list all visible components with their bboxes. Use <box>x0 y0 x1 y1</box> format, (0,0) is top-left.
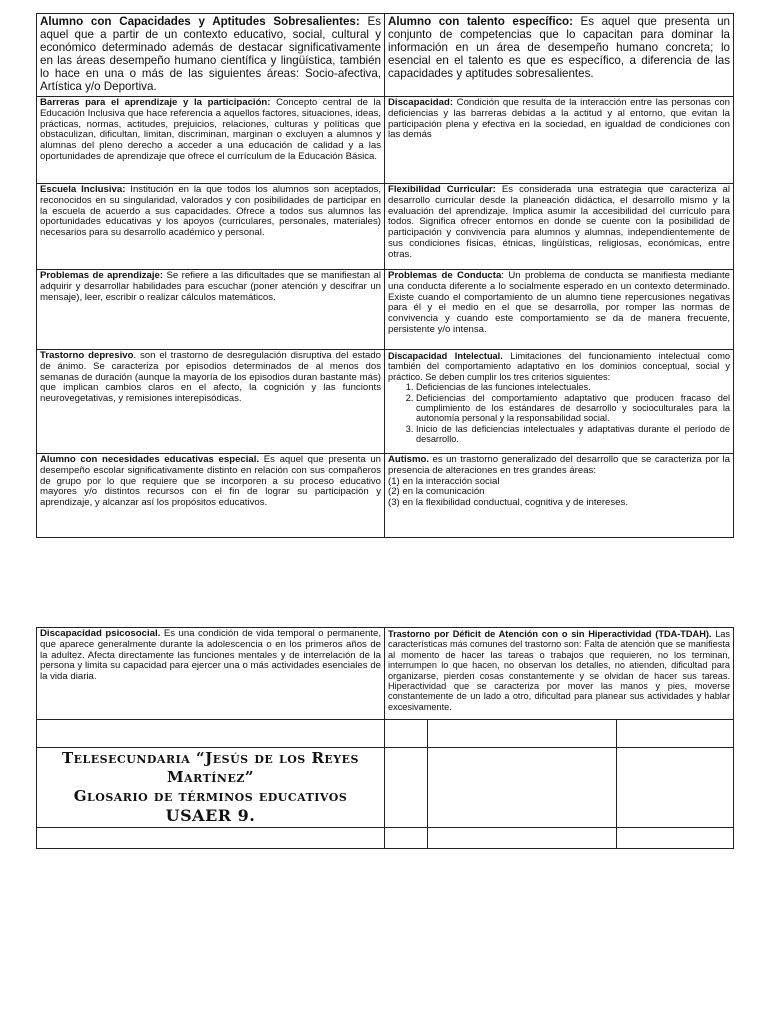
empty-cell <box>385 828 428 849</box>
glossary-entry-escuela-inclusiva <box>37 184 385 270</box>
usaer-label: USAER 9. <box>165 805 256 825</box>
glossary-row <box>37 184 734 270</box>
term-definition: Limitaciones del funcionamiento intelectual como también del comportamiento adaptativo en los dominios conceptual, social y práctico. Se deben cumplir los tres criterios siguientes: <box>388 351 730 382</box>
term-label: Flexibilidad Curricular: <box>388 184 496 195</box>
term-definition: Institución en la que todos los alumnos son aceptados, reconocidos en su singularidad, valorados y con posibilidades de participar en la escuela de acuerdo a sus capacidades. Ofrece a todos sus alumnos las oportunidades educativas y los apoyos (curriculares, personales, materiales) necesarios para su desarrollo académico y personal. <box>40 184 382 239</box>
glossary-table <box>36 13 734 538</box>
term-label: Alumno con Capacidades y Aptitudes Sobresalientes: <box>40 15 360 28</box>
glossary-table-continued <box>36 627 734 849</box>
empty-cell <box>37 720 385 748</box>
term-label: Problemas de Conducta <box>388 270 502 281</box>
empty-row <box>37 720 734 748</box>
term-definition: es un trastorno generalizado del desarrollo que se caracteriza por la presencia de alteraciones en tres grandes áreas: <box>388 454 730 476</box>
glossary-entry-alumno-talento-especifico <box>385 14 734 97</box>
empty-cell <box>385 720 428 748</box>
document-title-block <box>37 748 385 828</box>
term-label: Barreras para el aprendizaje y la participación: <box>40 97 271 108</box>
autism-area-item: (1) en la interacción social <box>388 475 500 487</box>
term-label: Problemas de aprendizaje: <box>40 270 164 281</box>
term-definition: Es aquel que presenta un desempeño escolar significativamente distinto en relación con sus compañeros de grupo por lo que requiere que se incorporen a su proceso educativo mayores y/o distintos recursos con el fin de lograr su participación y aprendizaje, y alcanzar así los propósitos educativos. <box>40 454 381 509</box>
glossary-entry-problemas-conducta <box>385 270 734 350</box>
term-definition: : Un problema de conducta se manifiesta mediante una conducta diferente a lo socialmente esperado en un contexto determinado. Existe cuando el comportamiento de un alumno tiene repercusiones negativas para él y el medio en el que se desarrolla, por romper las normas de convivencia y cuando este comportamiento se da de manera frecuente, persistente y/o intensa. <box>388 270 730 336</box>
glossary-row <box>37 628 734 720</box>
title-row <box>37 748 734 828</box>
term-definition: Las características más comunes del trastorno son: Falta de atención que se manifiesta al momento de hacer las tareas o trabajos que requieren, no los terminan, interrumpen lo que hacen, no observan los detalles, no atienden, dificultad para organizarse, pierden cosas constantemente y se olvidan de hacer sus tareas. Hiperactividad que se caracteriza por mover las manos y pies, moverse constantemente de un lado a otro, dificultad para planear sus actividades y hablar excesivamente. <box>388 629 731 712</box>
term-label: Autismo. <box>388 454 430 465</box>
glossary-entry-tda-tdah <box>385 628 734 720</box>
term-definition: Concepto central de la Educación Inclusiva que hace referencia a aquellos factores, situaciones, ideas, prácticas, normas, actitudes, prejuicios, relaciones, culturas y políticas que obstaculizan, dificultan, limitan, discriminan, marginan o excluyen a alumnos y alumnas del pleno derecho a acceder a una educación de calidad y a las oportunidades de aprendizaje que ofrece el currículum de la Educación Básica. <box>40 97 381 163</box>
empty-cell <box>617 748 734 828</box>
term-label: Alumno con talento específico: <box>388 15 573 28</box>
autism-area-item: (3) en la flexibilidad conductual, cognitiva y de intereses. <box>388 497 628 509</box>
glossary-entry-alumno-capacidades-sobresalientes <box>37 14 385 97</box>
term-definition: Es aquel que presenta un conjunto de competencias que lo capacitan para dominar la información en un área de desempeño humano concreta; lo esencial en el talento es que es específico, a diferencia de las capacidades y aptitudes sobresalientes. <box>388 15 730 81</box>
term-definition: Es una condición de vida temporal o permanente, que aparece generalmente durante la adolescencia o en los primeros años de la adultez. Afecta directamente las funciones mentales y de interrelación de la persona y limita su capacidad para ejercer una o más actividades esenciales de la vida diaria. <box>40 628 381 683</box>
criteria-item: 2. Deficiencias del comportamiento adaptativo que producen fracaso del cumplimiento de los estándares de desarrollo y socioculturales para la autonomía personal y la responsabilidad social. <box>416 393 730 424</box>
term-label: Alumno con necesidades educativas especial. <box>40 454 260 465</box>
glossary-entry-necesidades-educativas-especiales <box>37 454 385 538</box>
glossary-entry-discapacidad <box>385 97 734 184</box>
term-label: Escuela Inclusiva: <box>40 184 126 195</box>
glossary-entry-discapacidad-intelectual <box>385 350 734 454</box>
term-label: Trastorno por Déficit de Atención con o sin Hiperactividad (TDA-TDAH). <box>388 629 712 639</box>
glossary-row <box>37 14 734 97</box>
term-definition: Condición que resulta de la interacción entre las personas con deficiencias y las barreras debidas a la actitud y al entorno, que evitan la participación plena y efectiva en la sociedad, en igualdad de condiciones con las demás <box>388 97 730 141</box>
empty-cell <box>385 748 428 828</box>
autism-area-item: (2) en la comunicación <box>388 486 485 498</box>
term-label: Discapacidad: <box>388 97 454 108</box>
glossary-entry-flexibilidad-curricular <box>385 184 734 270</box>
glossary-row <box>37 270 734 350</box>
glossary-entry-discapacidad-psicosocial <box>37 628 385 720</box>
term-definition: Es considerada una estrategia que caracteriza al desarrollo curricular desde la planeación didáctica, el desarrollo mismo y la evaluación del aprendizaje. Implica asumir la accesibilidad del currículo para todos. Significa ofrecer entornos en donde se cuente con la posibilidad de participación y convivencia para alumnos y alumnas, independientemente de sus condiciones físicas, étnicas, lingüísticas, religiosas, económicas, entre otras. <box>388 184 730 260</box>
empty-cell <box>428 748 617 828</box>
glossary-entry-barreras-aprendizaje <box>37 97 385 184</box>
term-definition: Se refiere a las dificultades que se manifiestan al adquirir y desarrollar habilidades para escuchar (poner atención y descifrar un mensaje), leer, escribir o realizar cálculos matemáticos. <box>40 270 381 303</box>
glossary-title: Glosario de términos educativos <box>73 786 348 805</box>
empty-cell <box>617 720 734 748</box>
criteria-list <box>388 382 730 444</box>
term-label: Discapacidad Intelectual. <box>388 351 503 361</box>
empty-cell <box>37 828 385 849</box>
criteria-item: 3. Inicio de las deficiencias intelectuales y adaptativas durante el período de desarrollo. <box>416 424 730 445</box>
criteria-item: 1. Deficiencias de las funciones intelectuales. <box>416 382 730 392</box>
glossary-row <box>37 454 734 538</box>
term-label: Trastorno depresivo <box>40 350 134 361</box>
glossary-row <box>37 350 734 454</box>
empty-cell <box>428 828 617 849</box>
empty-row <box>37 828 734 849</box>
glossary-entry-problemas-aprendizaje <box>37 270 385 350</box>
empty-cell <box>617 828 734 849</box>
glossary-entry-trastorno-depresivo <box>37 350 385 454</box>
glossary-entry-autismo <box>385 454 734 538</box>
term-label: Discapacidad psicosocial. <box>40 628 161 639</box>
term-definition: Es aquel que a partir de un contexto educativo, social, cultural y económico determinado además de destacar significativamente en las áreas desempeño humano científica y lingüística, también lo hace en una o más de las siguientes áreas: Socio-afectiva, Artística y/o Deportiva. <box>40 15 381 94</box>
glossary-row <box>37 97 734 184</box>
term-definition: . son el trastorno de desregulación disruptiva del estado de ánimo. Se caracteriza por episodios determinados de al menos dos semanas de duración (aunque la mayoría de los episodios duran bastante más) que implican cambios claros en el afecto, la cognición y las funcionts neurovegetativas, y remisiones interepisódicas. <box>40 350 382 405</box>
school-name: Telesecundaria “Jesús de los Reyes Martínez” <box>62 749 359 787</box>
empty-cell <box>428 720 617 748</box>
